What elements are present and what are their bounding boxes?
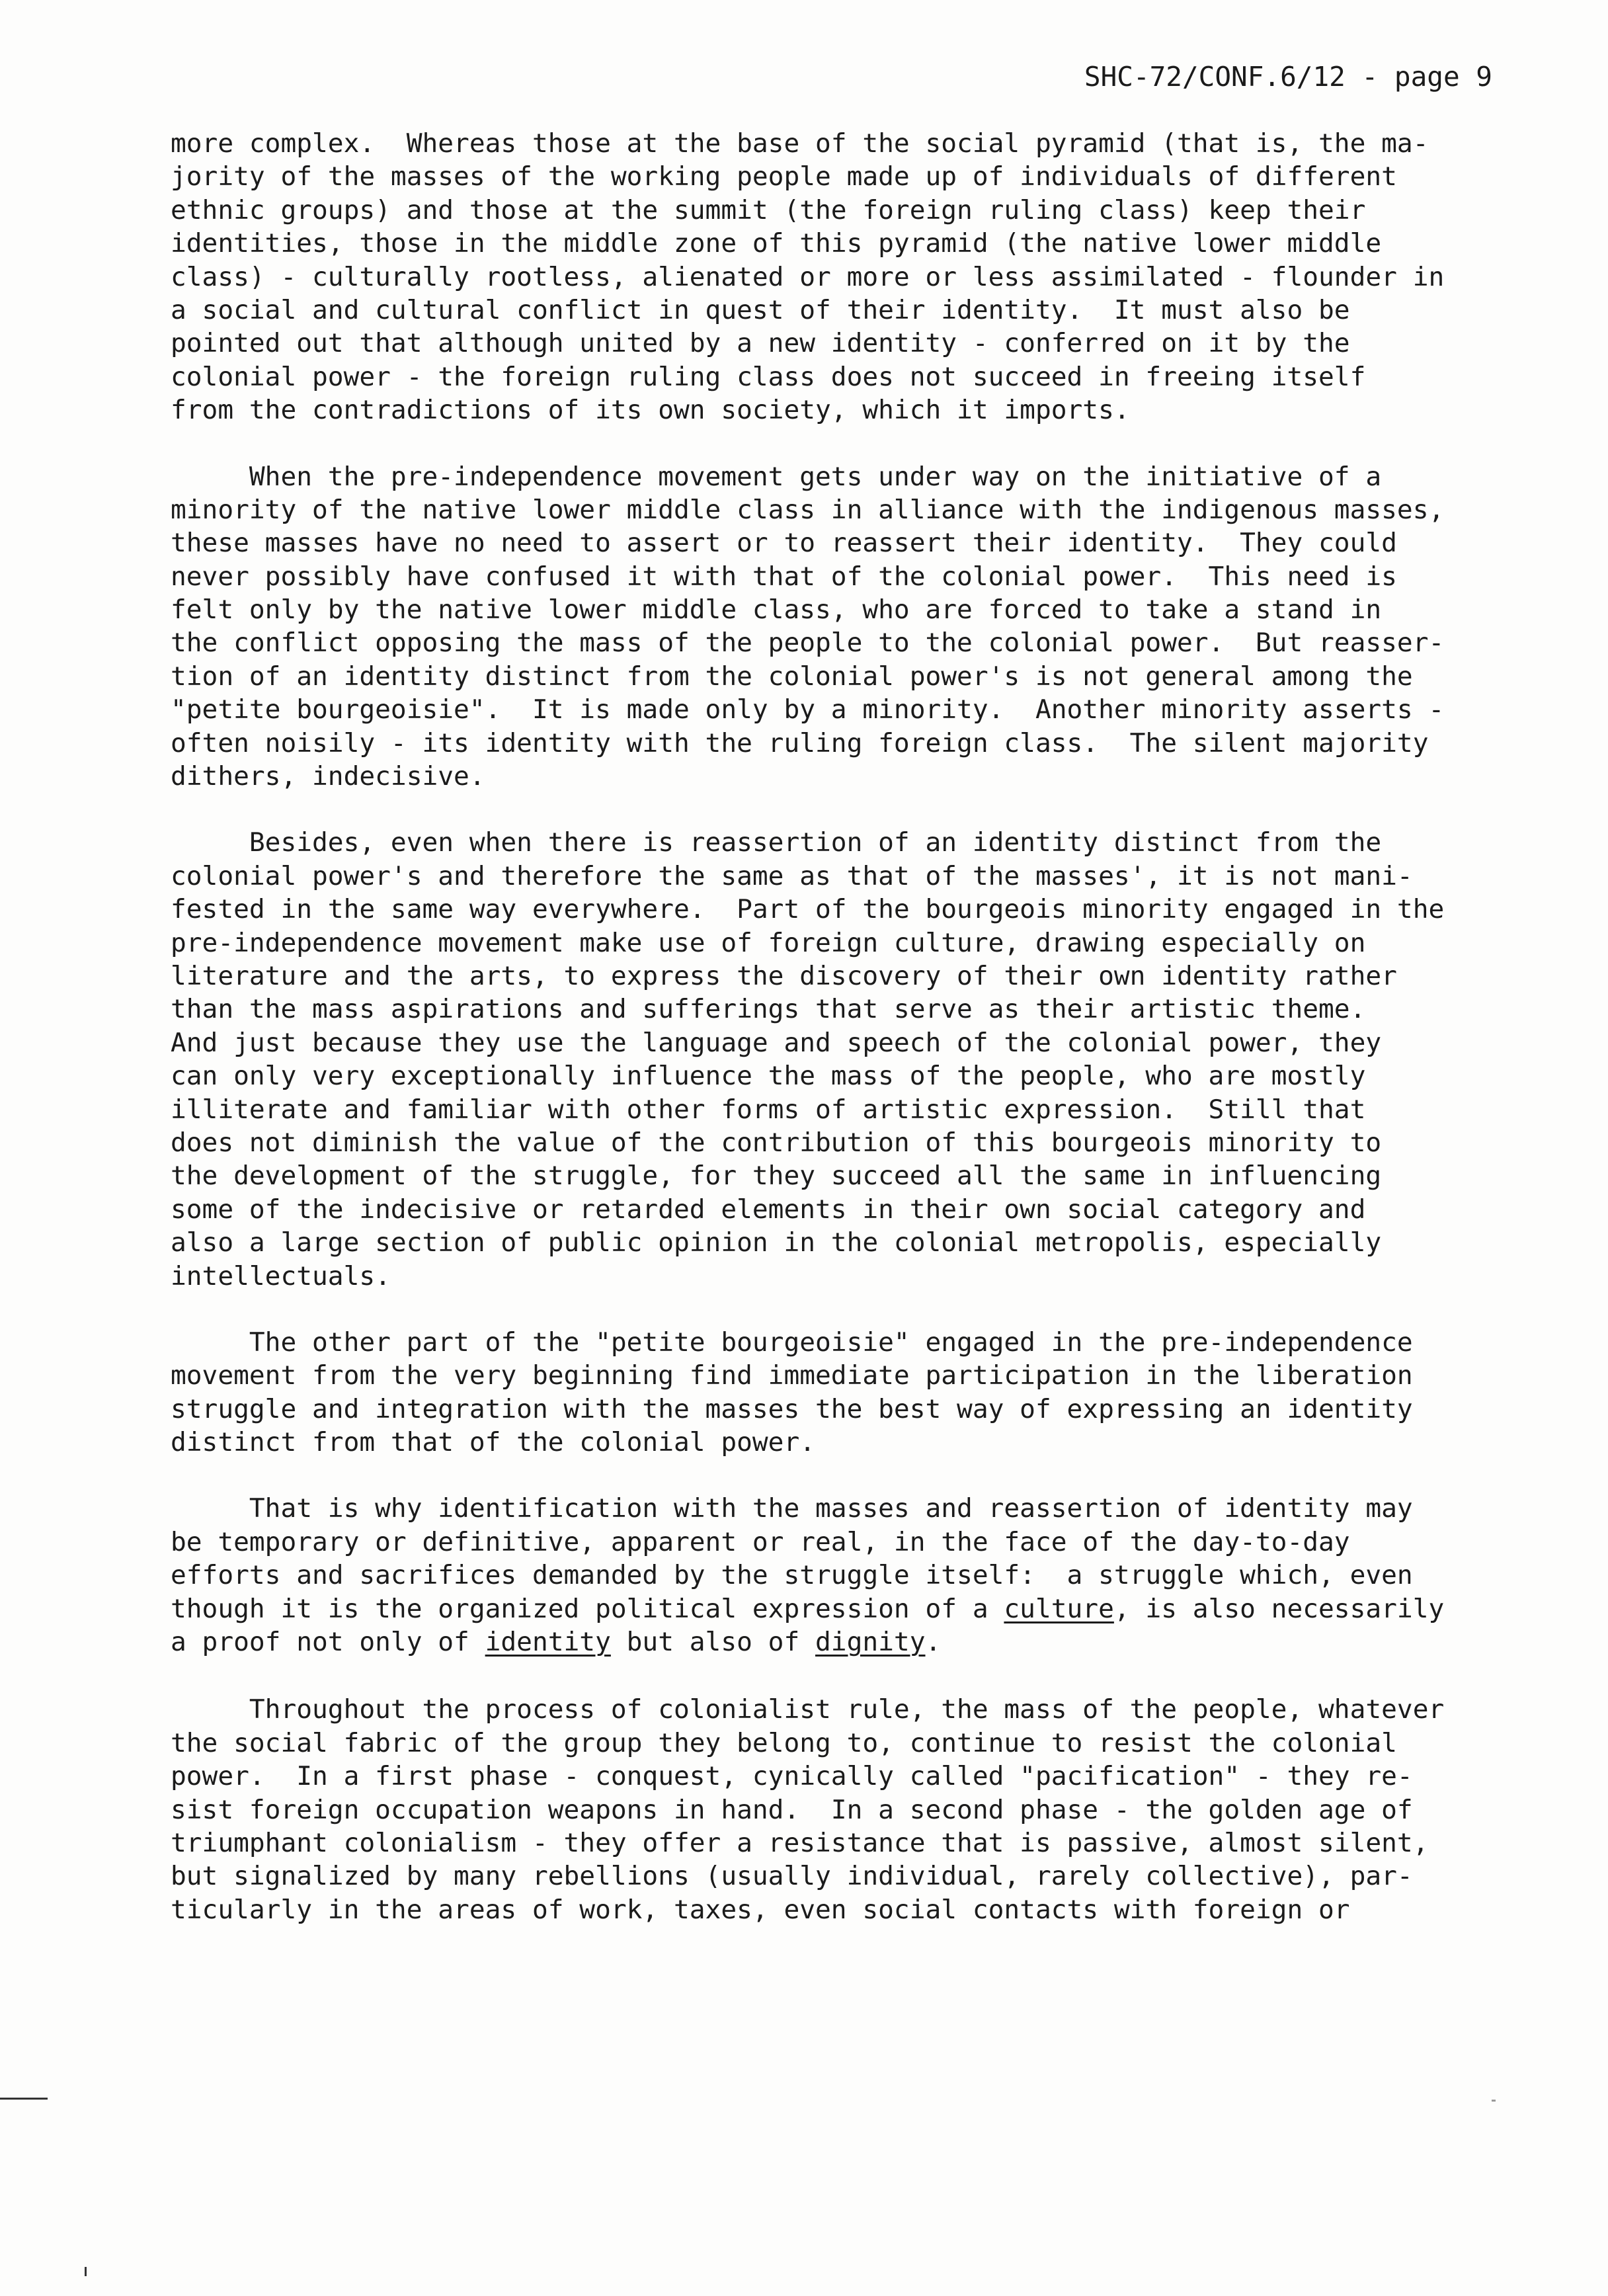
underlined-word-culture: culture	[1004, 1593, 1114, 1624]
text-line: these masses have no need to assert or to reassert their identity. They could	[171, 528, 1397, 559]
text-line: never possibly have confused it with that of the colonial power. This need is	[171, 561, 1397, 592]
text-line: some of the indecisive or retarded elements in their own social category and	[171, 1194, 1366, 1225]
text-line: distinct from that of the colonial power.	[171, 1427, 816, 1458]
text-line: Throughout the process of colonialist rule, the mass of the people, whatever	[171, 1694, 1445, 1725]
text-line: felt only by the native lower middle class, who are forced to take a stand in	[171, 594, 1382, 626]
text-line: can only very exceptionally influence the mass of the people, who are mostly	[171, 1061, 1366, 1092]
text-line: Besides, even when there is reassertion of an identity distinct from the	[171, 827, 1382, 858]
text-line: And just because they use the language and speech of the colonial power, they	[171, 1027, 1382, 1058]
text-line: intellectuals.	[171, 1260, 391, 1292]
paragraph-1	[171, 127, 1513, 427]
text-line: When the pre-independence movement gets under way on the initiative of a	[171, 461, 1382, 492]
text-line: That is why identification with the masses and reassertion of identity may	[171, 1493, 1413, 1524]
text-line: triumphant colonialism - they offer a resistance that is passive, almost silent,	[171, 1827, 1429, 1858]
text-line: the social fabric of the group they belong to, continue to resist the colonial	[171, 1727, 1397, 1758]
text-fragment: but also of	[610, 1627, 816, 1658]
text-line: ticularly in the areas of work, taxes, even social contacts with foreign or	[171, 1894, 1350, 1925]
text-line: minority of the native lower middle class in alliance with the indigenous masses,	[171, 494, 1445, 525]
text-line: efforts and sacrifices demanded by the struggle itself: a struggle which, even	[171, 1560, 1413, 1591]
text-fragment: a proof not only of	[171, 1627, 485, 1658]
margin-rule-mark	[0, 2098, 48, 2100]
text-line: the conflict opposing the mass of the people to the colonial power. But reasser-	[171, 628, 1445, 659]
text-line	[171, 1625, 1513, 1659]
text-line: more complex. Whereas those at the base of the social pyramid (that is, the ma-	[171, 128, 1429, 159]
text-line: jority of the masses of the working people made up of individuals of different	[171, 161, 1397, 192]
text-line: but signalized by many rebellions (usually individual, rarely collective), par-	[171, 1861, 1413, 1892]
paragraph-3	[171, 826, 1513, 1292]
text-line: the development of the struggle, for they succeed all the same in influencing	[171, 1161, 1382, 1192]
text-fragment: .	[925, 1627, 942, 1658]
document-body	[171, 127, 1513, 1959]
text-line: fested in the same way everywhere. Part of the bourgeois minority engaged in the	[171, 894, 1445, 925]
paragraph-4	[171, 1326, 1513, 1459]
text-line: pre-independence movement make use of foreign culture, drawing especially on	[171, 927, 1366, 958]
text-line	[171, 1592, 1513, 1625]
text-line: from the contradictions of its own society, which it imports.	[171, 395, 1130, 426]
text-line: illiterate and familiar with other forms of artistic expression. Still that	[171, 1094, 1366, 1125]
text-line: colonial power's and therefore the same as that of the masses', it is not mani-	[171, 860, 1413, 891]
underlined-word-dignity: dignity	[815, 1627, 926, 1658]
text-line: colonial power - the foreign ruling class does not succeed in freeing itself	[171, 361, 1366, 392]
text-line: be temporary or definitive, apparent or real, in the face of the day-to-day	[171, 1526, 1350, 1557]
text-fragment: though it is the organized political expression of a	[171, 1593, 1004, 1624]
text-fragment: , is also necessarily	[1113, 1593, 1445, 1624]
page-reference-header: SHC-72/CONF.6/12 - page 9	[1084, 61, 1492, 93]
text-line: also a large section of public opinion in the colonial metropolis, especially	[171, 1227, 1382, 1258]
text-line: power. In a first phase - conquest, cynically called "pacification" - they re-	[171, 1761, 1413, 1792]
margin-tick-mark	[85, 2267, 87, 2276]
text-line: does not diminish the value of the contribution of this bourgeois minority to	[171, 1127, 1382, 1158]
text-line: than the mass aspirations and sufferings that serve as their artistic theme.	[171, 994, 1366, 1025]
text-line: The other part of the "petite bourgeoisie" engaged in the pre-independence	[171, 1327, 1413, 1358]
text-line: often noisily - its identity with the ruling foreign class. The silent majority	[171, 727, 1429, 758]
text-line: sist foreign occupation weapons in hand. In a second phase - the golden age of	[171, 1794, 1413, 1825]
text-line: literature and the arts, to express the discovery of their own identity rather	[171, 960, 1397, 991]
paragraph-5	[171, 1492, 1513, 1659]
margin-dot-mark	[1492, 2100, 1496, 2102]
text-line: dithers, indecisive.	[171, 761, 485, 792]
paragraph-6	[171, 1693, 1513, 1926]
underlined-word-identity: identity	[485, 1627, 611, 1658]
paragraph-2	[171, 460, 1513, 794]
text-line: identities, those in the middle zone of this pyramid (the native lower middle	[171, 228, 1382, 259]
text-line: a social and cultural conflict in quest of their identity. It must also be	[171, 294, 1350, 325]
text-line: tion of an identity distinct from the colonial power's is not general among the	[171, 661, 1413, 692]
text-line: "petite bourgeoisie". It is made only by a minority. Another minority asserts -	[171, 694, 1445, 725]
text-line: ethnic groups) and those at the summit (the foreign ruling class) keep their	[171, 194, 1366, 226]
text-line: movement from the very beginning find immediate participation in the liberation	[171, 1360, 1413, 1391]
text-line: class) - culturally rootless, alienated or more or less assimilated - flounder in	[171, 261, 1445, 292]
text-line: struggle and integration with the masses the best way of expressing an identity	[171, 1393, 1413, 1424]
text-line: pointed out that although united by a new identity - conferred on it by the	[171, 328, 1350, 359]
